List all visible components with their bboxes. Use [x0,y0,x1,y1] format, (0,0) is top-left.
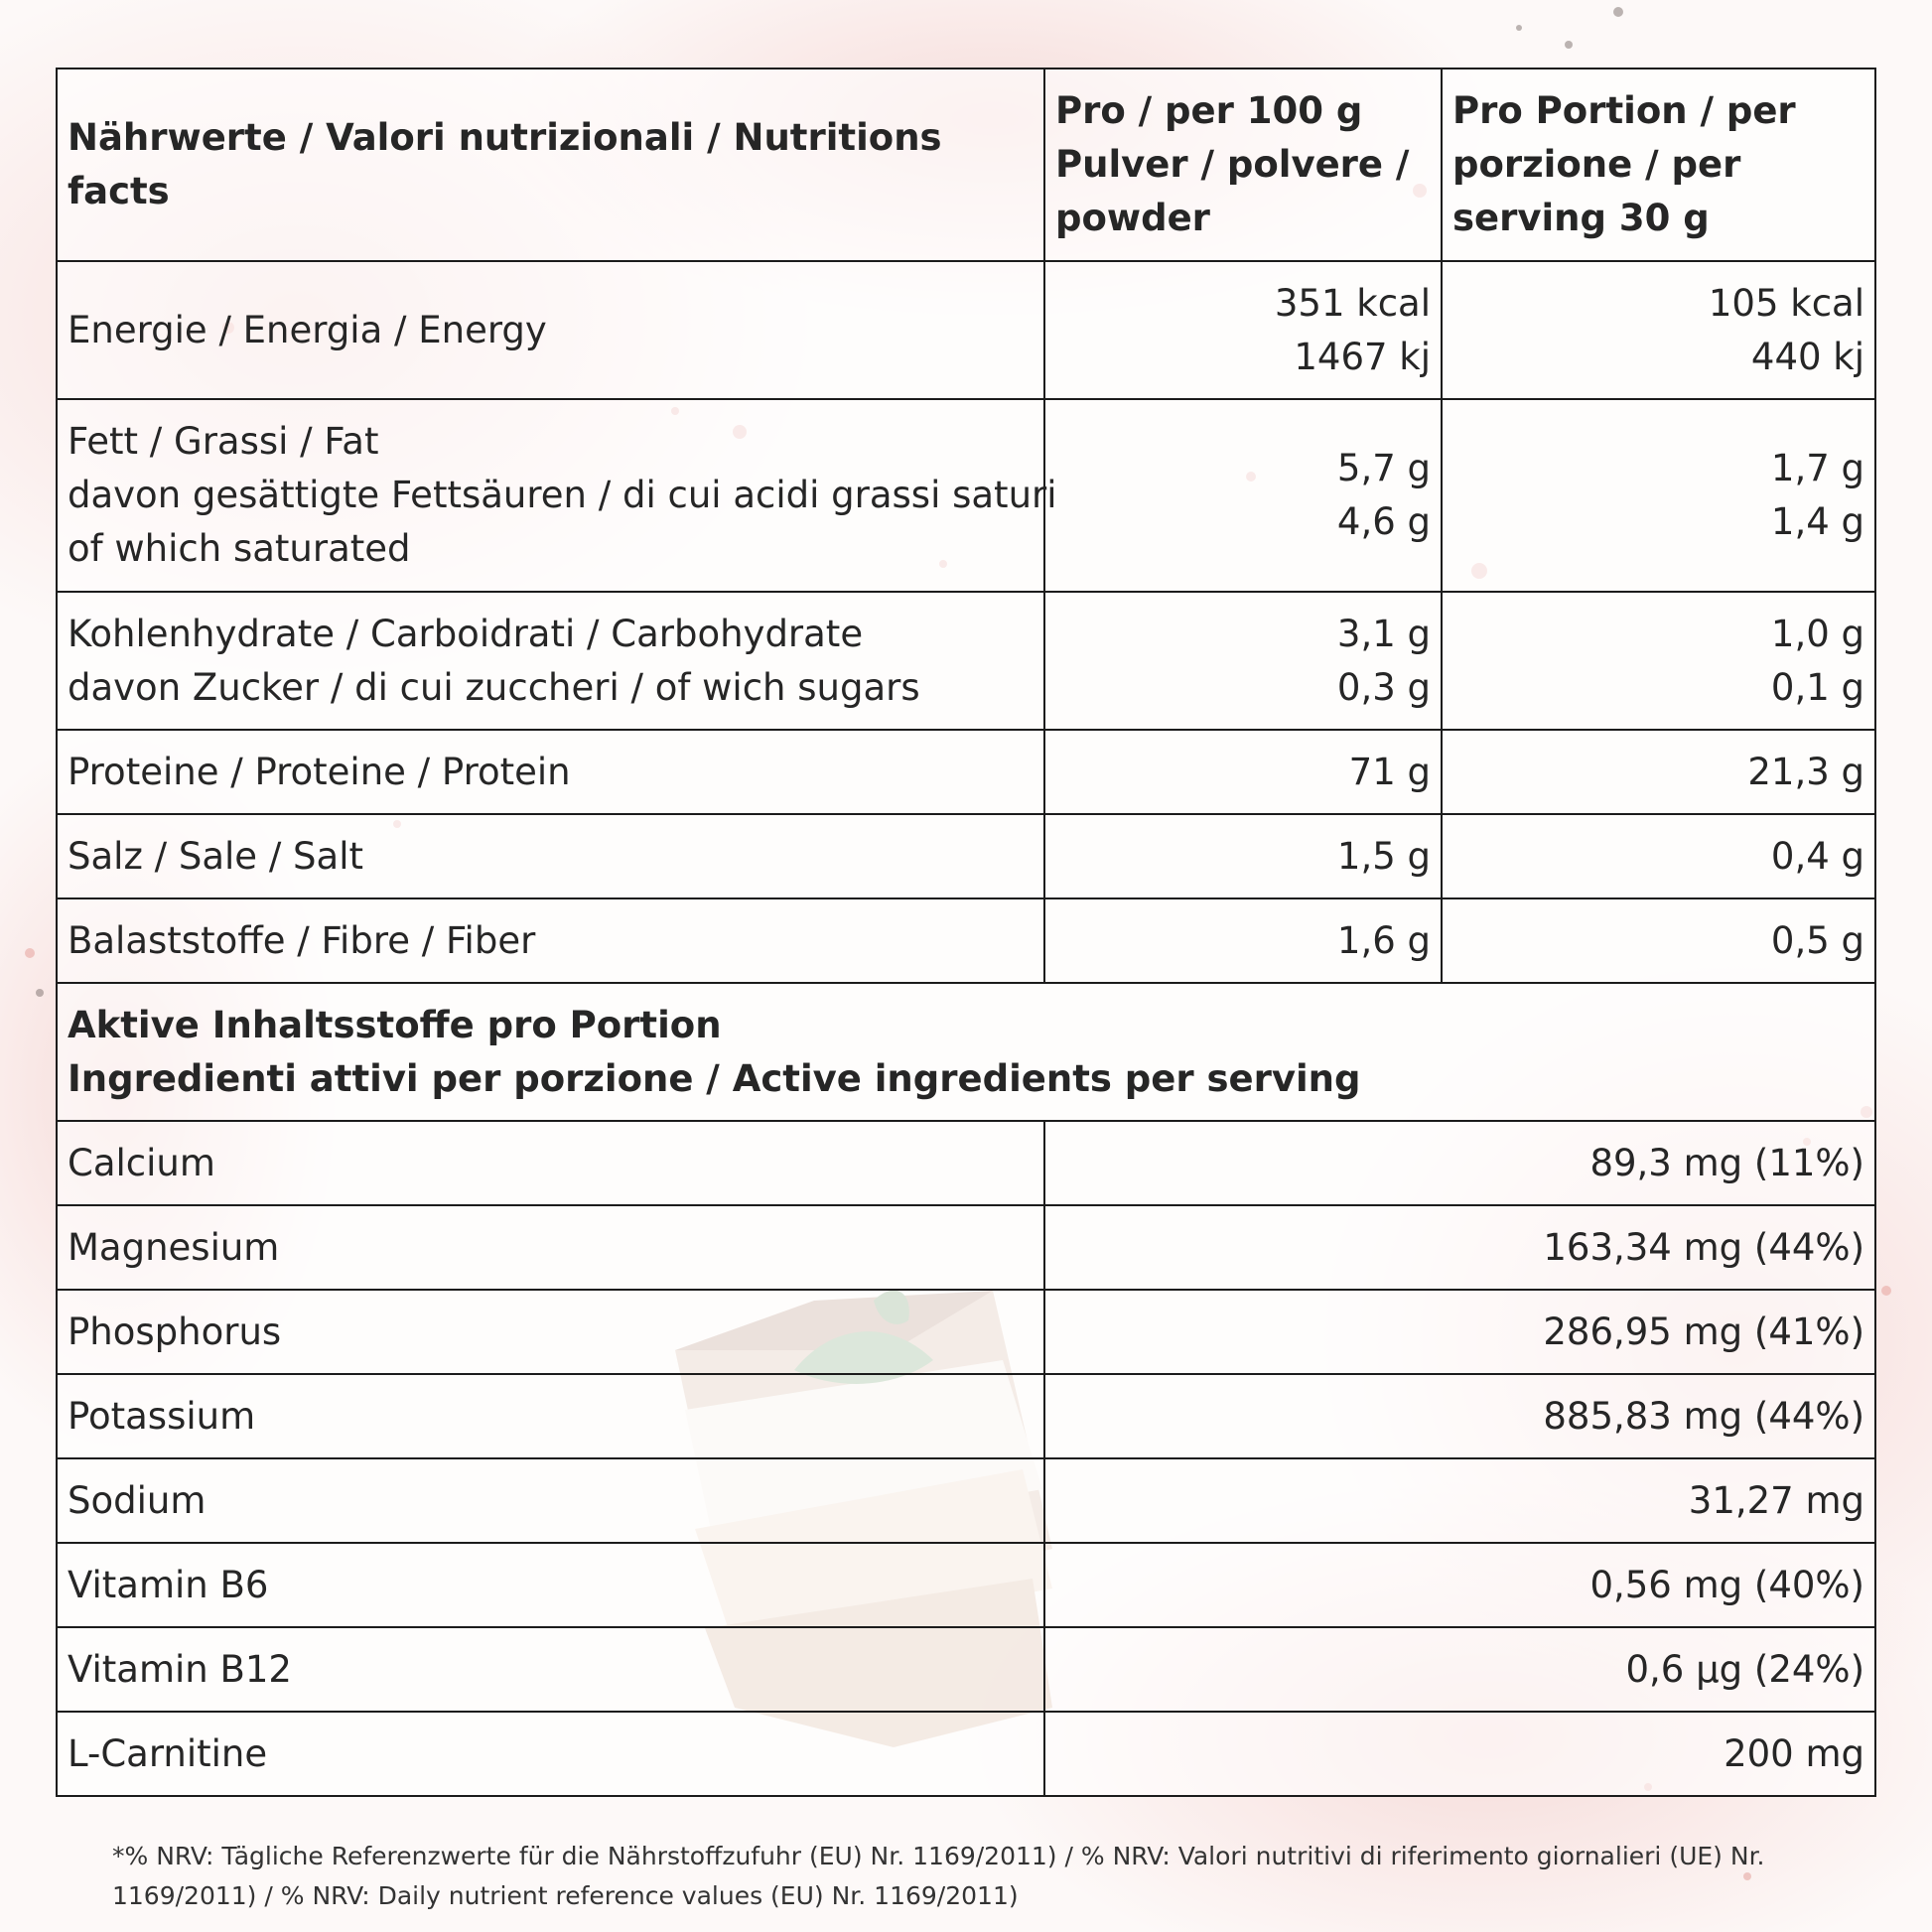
label-line: davon Zucker / di cui zuccheri / of wich sugars [68,665,920,709]
table-row-carbs [57,592,1875,730]
header-per-100g-line: Pulver / polvere / [1055,143,1410,186]
label-line: Kohlenhydrate / Carboidrati / Carbohydrate [68,612,864,655]
row-value-per-100g: 1,5 g [1044,814,1442,898]
active-label: Sodium [57,1458,1044,1543]
value-line: 0,3 g [1336,665,1431,709]
active-value: 286,95 mg (41%) [1044,1290,1875,1374]
row-label [57,592,1044,730]
table-row-active [57,1458,1875,1543]
value-line: 5,7 g [1336,447,1431,489]
row-value-per-100g [1044,592,1442,730]
active-value: 31,27 mg [1044,1458,1875,1543]
value-line: 4,6 g [1336,500,1431,543]
table-row-active [57,1205,1875,1290]
header-per-100g [1044,69,1442,261]
active-ingredients-title [57,983,1875,1121]
nutrition-table [56,68,1876,1797]
table-row-energy [57,261,1875,399]
header-per-serving-line: serving 30 g [1452,197,1710,239]
label-line: davon gesättigte Fettsäuren / di cui acidi grassi saturi [68,474,1057,516]
row-label: Proteine / Proteine / Protein [57,730,1044,814]
table-row-active [57,1374,1875,1458]
active-value: 0,56 mg (40%) [1044,1543,1875,1627]
value-line: 351 kcal [1274,281,1431,325]
header-per-100g-line: Pro / per 100 g [1055,89,1363,132]
value-line: 105 kcal [1708,281,1864,325]
active-value: 200 mg [1044,1712,1875,1796]
table-row-active [57,1290,1875,1374]
nrv-footnote: *% NRV: Tägliche Referenzwerte für die Nährstoffzufuhr (EU) Nr. 1169/2011) / % NRV: Valori nutritivi di riferimento giornalieri (UE) Nr. 1169/2011) / % NRV: Daily nutrient reference values (EU) Nr. 1169/2011) [112,1842,1765,1910]
row-value-per-serving [1442,261,1875,399]
value-line: 3,1 g [1336,612,1431,655]
table-row-protein [57,730,1875,814]
title-line: Aktive Inhaltsstoffe pro Portion [68,1003,722,1046]
row-label: Salz / Sale / Salt [57,814,1044,898]
table-row-fiber [57,898,1875,983]
table-row-active [57,1627,1875,1712]
header-per-serving-line: porzione / per [1452,143,1741,186]
title-line: Ingredienti attivi per porzione / Active ingredients per serving [68,1056,1361,1100]
row-value-per-100g [1044,261,1442,399]
active-value: 89,3 mg (11%) [1044,1121,1875,1205]
row-value-per-100g [1044,399,1442,592]
table-row-active [57,1712,1875,1796]
row-label: Energie / Energia / Energy [57,261,1044,399]
row-value-per-100g: 71 g [1044,730,1442,814]
value-line: 1467 kj [1294,335,1431,378]
header-nutrients: Nährwerte / Valori nutrizionali / Nutritions facts [57,69,1044,261]
row-value-per-100g: 1,6 g [1044,898,1442,983]
active-ingredients-header-row [57,983,1875,1121]
active-label: Vitamin B12 [57,1627,1044,1712]
active-label: Magnesium [57,1205,1044,1290]
table-row-active [57,1543,1875,1627]
active-label: Phosphorus [57,1290,1044,1374]
row-label: Balaststoffe / Fibre / Fiber [57,898,1044,983]
active-label: Vitamin B6 [57,1543,1044,1627]
row-value-per-serving: 0,5 g [1442,898,1875,983]
table-row-fat [57,399,1875,592]
active-label: Calcium [57,1121,1044,1205]
value-line: 440 kj [1750,335,1864,378]
header-per-100g-line: powder [1055,197,1210,239]
value-line: 1,4 g [1770,500,1864,543]
row-value-per-serving [1442,399,1875,592]
label-line: of which saturated [68,527,411,570]
header-per-serving-line: Pro Portion / per [1452,89,1796,132]
active-value: 885,83 mg (44%) [1044,1374,1875,1458]
table-row-salt [57,814,1875,898]
active-value: 163,34 mg (44%) [1044,1205,1875,1290]
active-label: Potassium [57,1374,1044,1458]
value-line: 1,0 g [1770,612,1864,655]
active-value: 0,6 µg (24%) [1044,1627,1875,1712]
active-label: L-Carnitine [57,1712,1044,1796]
value-line: 1,7 g [1770,447,1864,489]
table-header-row [57,69,1875,261]
row-value-per-serving: 21,3 g [1442,730,1875,814]
table-row-active [57,1121,1875,1205]
header-per-serving [1442,69,1875,261]
value-line: 0,1 g [1770,665,1864,709]
label-line: Fett / Grassi / Fat [68,420,379,463]
row-value-per-serving: 0,4 g [1442,814,1875,898]
row-label [57,399,1057,592]
row-value-per-serving [1442,592,1875,730]
